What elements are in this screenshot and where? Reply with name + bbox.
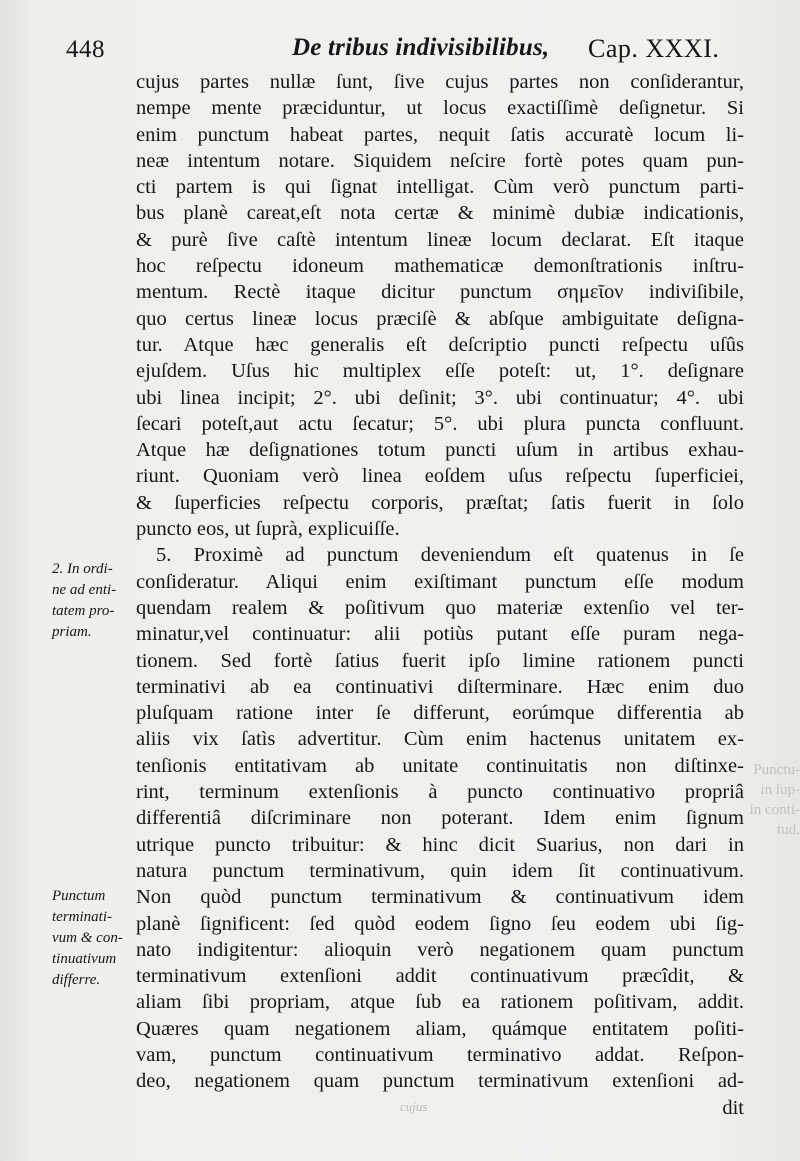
margin-note-line: differre. (52, 972, 101, 988)
text-line: terminativum extenſioni addit continuativum præcîdit, & (136, 965, 744, 988)
margin-note-punctum (52, 886, 148, 991)
text-line: nato indigitentur: alioquin verò negationem quam punctum (136, 938, 744, 961)
text-line: aliis vix ſatìs advertitur. Cùm enim hactenus unitatem ex- (136, 728, 744, 751)
text-line: utrique puncto tribuitur: & hinc dicit Suarius, non dari in (136, 833, 744, 856)
text-line: enim punctum habeat partes, nequit ſatis accuratè locum li- (136, 123, 744, 146)
paragraph-1 (136, 69, 744, 542)
margin-note-line: tinuativum (52, 951, 117, 967)
text-line: puncto eos, ut ſuprà, explicuiſſe. (136, 518, 400, 541)
text-line: & purè ſive caſtè intentum lineæ locum declarat. Eſt itaque (136, 228, 744, 251)
text-line: mentum. Rectè itaque dicitur punctum σημεῖον indiviſibile, (136, 281, 744, 304)
text-line: nempe mente præciduntur, ut locus exactiſſimè deſignetur. Si (136, 97, 744, 120)
paragraph-2 (136, 542, 744, 1094)
margin-note-line: priam. (52, 624, 92, 640)
page-header (0, 30, 800, 70)
text-line: hoc reſpectu idoneum mathematicæ demonſtrationis inſtru- (136, 255, 744, 278)
text-line: tenſionis entitativam ab unitate continuitatis non diſtinxe- (136, 754, 744, 777)
show-through-text: in conti- (749, 802, 800, 818)
margin-note-line: ne ad enti- (52, 582, 117, 598)
text-line: vam, punctum continuativum terminativo addat. Reſpon- (136, 1043, 744, 1066)
text-line: natura punctum terminativum, quin idem ſit continuativum. (136, 859, 744, 882)
text-line: neæ intentum notare. Siquidem neſcire fortè potes quam pun- (136, 149, 744, 172)
show-through-text: Punctu- (753, 762, 800, 778)
text-line: 5. Proximè ad punctum deveniendum eſt quatenus in ſe (156, 544, 744, 567)
text-line: differentiâ diſcriminare non poterant. Idem enim ſignum (136, 807, 744, 830)
text-line: tionem. Sed fortè ſatius fuerit ipſo limine rationem puncti (136, 649, 744, 672)
text-line: ubi linea incipit; 2°. ubi deſinit; 3°. ubi continuatur; 4°. ubi (136, 386, 744, 409)
margin-note-line: terminati- (52, 909, 112, 925)
text-line: conſideratur. Aliqui enim exiſtimant punctum eſſe modum (136, 570, 744, 593)
main-text (136, 69, 744, 1121)
text-line: quendam realem & poſitivum quo materiæ extenſio vel ter- (136, 596, 744, 619)
text-line: Quæres quam negationem aliam, quámque entitatem poſiti- (136, 1017, 744, 1040)
text-line: Atque hæ deſignationes totum puncti uſum in artibus exhau- (136, 439, 744, 462)
show-through-text: tud. (777, 822, 800, 838)
margin-note-line: Punctum (52, 888, 106, 904)
text-line: ejuſdem. Uſus hic multiplex eſſe poteſt: ut, 1°. deſignare (136, 360, 744, 383)
text-line: tur. Atque hæc generalis eſt deſcriptio puncti reſpectu uſûs (136, 333, 744, 356)
show-through-text: in ſup- (760, 782, 800, 798)
text-line: bus planè careat,eſt nota certæ & minimè dubiæ indicationis, (136, 202, 744, 225)
text-line: cti partem is qui ſignat intelligat. Cùm verò punctum parti- (136, 176, 744, 199)
show-through-text: cujus (400, 1099, 428, 1114)
page-number: 448 (66, 36, 105, 63)
margin-note-line: vum & con- (52, 930, 123, 946)
margin-note-ordine (52, 559, 148, 643)
margin-note-line: tatem pro- (52, 603, 115, 619)
text-line: planè ſignificent: ſed quòd eodem ſigno ſeu eodem ubi ſig- (136, 912, 744, 935)
chapter-heading: Cap. XXXI. (588, 34, 720, 63)
text-line: aliam ſibi propriam, atque ſub ea rationem poſitivam, addit. (136, 991, 744, 1014)
text-line: ſecari poteſt,aut actu ſecatur; 5°. ubi plura puncta confluunt. (136, 412, 744, 435)
text-line: minatur,vel continuatur: alii potiùs putant eſſe puram nega- (136, 623, 744, 646)
show-through-margin (744, 760, 800, 850)
text-line: quo certus lineæ locus præciſè & abſque ambiguitate deſigna- (136, 307, 744, 330)
margin-note-line: 2. In ordi- (52, 561, 113, 577)
text-line: rint, terminum extenſionis à puncto continuativo propriâ (136, 781, 744, 804)
running-title: De tribus indivisibilibus, (292, 34, 550, 61)
text-line: terminativi ab ea continuativi diſterminare. Hæc enim duo (136, 675, 744, 698)
text-line: cujus partes nullæ ſunt, ſive cujus partes non conſiderantur, (136, 71, 744, 93)
text-line: Non quòd punctum terminativum & continuativum idem (136, 886, 744, 909)
text-line: riunt. Quoniam verò linea eoſdem uſus reſpectu ſuperficiei, (136, 465, 744, 488)
text-line: & ſuperficies reſpectu corporis, præſtat; ſatis fuerit in ſolo (136, 491, 744, 514)
catchword: dit (722, 1096, 744, 1119)
text-line: deo, negationem quam punctum terminativum extenſioni ad- (136, 1070, 744, 1093)
text-line: pluſquam ratione inter ſe differunt, eorúmque differentia ab (136, 702, 744, 725)
